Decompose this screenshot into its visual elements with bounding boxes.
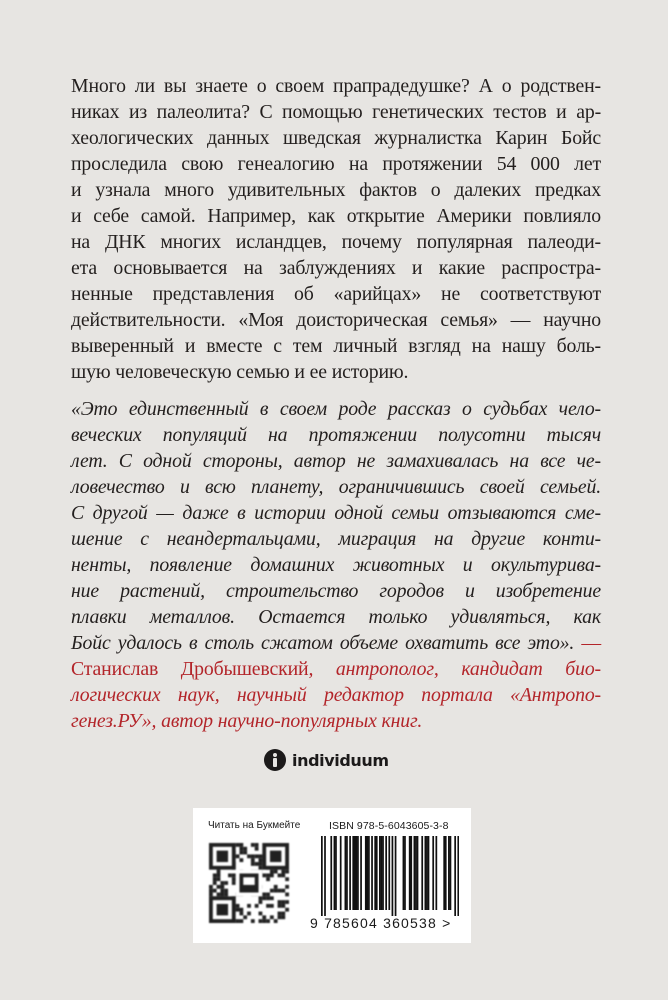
quote-line [71,630,601,656]
description-line: никах из палеолита? С помощью генетических тестов и ар- [71,101,601,123]
qr-label: Читать на Букмейте [208,820,301,831]
quote-line: шение с неандертальцами, миграция на другие конти- [71,528,601,550]
description-line: ета основывается на заблуждениях и какие распростра- [71,257,601,279]
quote-attribution-line: генез.РУ», автор научно-популярных книг. [71,710,423,732]
description-line: на ДНК многих исландцев, почему популярная палеоди- [71,231,601,253]
description-line: ненные представления об «арийцах» не соответствуют [71,283,601,305]
quote-line-text: Бойс удалось в столь сжатом объеме охватить все это». [71,632,575,654]
isbn-sticker [193,808,471,943]
publisher-logo [264,749,389,771]
quote-attribution-line: логических наук, научный редактор портала «Антропо- [71,684,601,706]
quote-line: веческих популяций на протяжении полусотни тысяч [71,424,601,446]
attribution-credentials: , антрополог, кандидат био- [308,658,601,680]
description-line: проследила свою генеалогию на протяжении 54 000 лет [71,153,601,175]
description-line: и узнала много удивительных фактов о далеких предках [71,179,601,201]
description-line: выверенный и вместе с тем личный взгляд на нашу боль- [71,335,601,357]
quote-line: ние растений, строительство городов и изобретение [71,580,601,602]
quote-line: «Это единственный в своем роде рассказ о судьбах чело- [71,398,601,420]
quote-line: ловечество и всю планету, ограничившись своей семьей. [71,476,601,498]
description-line: и себе самой. Например, как открытие Америки повлияло [71,205,601,227]
quote-dash: — [574,632,601,654]
barcode-icon [321,836,459,916]
publisher-name: individuum [292,750,389,770]
quote-line: ненты, появление домашних животных и окультурива- [71,554,601,576]
quote-line: лет. С одной стороны, автор не замахивалась на все че- [71,450,601,472]
description-line: хеологических данных шведская журналистка Карин Бойс [71,127,601,149]
quote-line: плавки металлов. Остается только удивляться, как [71,606,601,628]
description-line: Много ли вы знаете о своем прапрадедушке? А о родствен- [71,75,601,97]
individuum-logo-icon [264,749,286,771]
description-line: действительности. «Моя доисторическая семья» — научно [71,309,601,331]
qr-code-icon[interactable] [209,843,289,923]
description-line: шую человеческую семью и ее историю. [71,361,409,383]
quote-attribution-line [71,656,601,682]
isbn-label: ISBN 978-5-6043605-3-8 [329,820,449,832]
quote-line: С другой — даже в истории одной семьи отзываются сме- [71,502,601,524]
barcode-digits: 9 785604 360538 > [310,915,452,931]
attribution-author-name: Станислав Дробышевский [71,658,309,680]
